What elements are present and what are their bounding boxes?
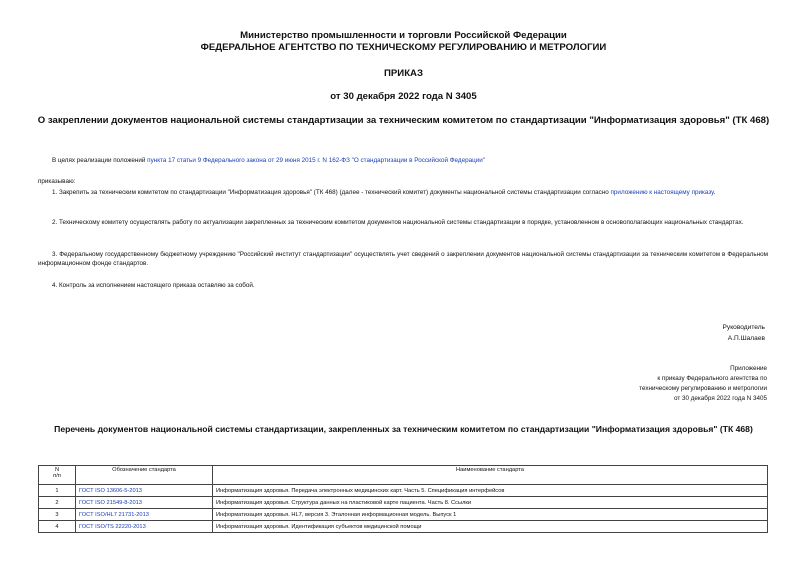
doc-date-number: от 30 декабря 2022 года N 3405	[330, 91, 477, 102]
signature-name: А.П.Шалаев	[727, 335, 765, 342]
table-row	[39, 521, 768, 533]
item1-tail: .	[713, 189, 716, 196]
appendix-line-2: техническому регулированию и метрологии	[639, 385, 767, 392]
table-row	[39, 509, 768, 521]
standard-code-link[interactable]: ГОСТ ISO/HL7 21731-2013	[79, 511, 149, 518]
doc-title: О закреплении документов национальной системы стандартизации за техническим комитетом по стандартизации "Информатизация здоровья" (ТК 468)	[37, 115, 770, 126]
order-word: приказываю:	[38, 178, 76, 185]
preamble-text: В целях реализации положений	[52, 157, 148, 164]
item1-text: 1. Закрепить за техническим комитетом по стандартизации "Информатизация здоровья" (ТК 468) (далее - технический комитет) документы национальной системы стандартизации согласно	[52, 189, 611, 196]
standard-name: Информатизация здоровья. Передача электронных медицинских карт. Часть 5. Спецификация интерфейсов	[213, 485, 768, 497]
doc-type: ПРИКАЗ	[384, 68, 423, 79]
signature-position: Руководитель	[722, 324, 765, 331]
standard-name: Информатизация здоровья. Идентификация субъектов медицинской помощи	[213, 521, 768, 533]
preamble	[52, 156, 768, 165]
order-item-1	[38, 188, 768, 197]
order-item-4: 4. Контроль за исполнением настоящего приказа оставляю за собой.	[52, 282, 255, 289]
row-num: 4	[39, 521, 76, 533]
standard-code-link[interactable]: ГОСТ ISO 13606-5-2013	[79, 487, 142, 494]
appendix-line-3: от 30 декабря 2022 года N 3405	[673, 395, 767, 402]
row-num: 3	[39, 509, 76, 521]
order-item-3: 3. Федеральному государственному бюджетному учреждению "Российский институт стандартизации" осуществлять учет сведений о закреплении документов национальной системы стандартизации за техническим комитетом в Федеральном информационном фонде стандартов.	[38, 251, 768, 267]
agency-name: ФЕДЕРАЛЬНОЕ АГЕНТСТВО ПО ТЕХНИЧЕСКОМУ РЕГУЛИРОВАНИЮ И МЕТРОЛОГИИ	[200, 42, 607, 53]
appendix-title: Перечень документов национальной системы стандартизации, закрепленных за техническим комитетом по стандартизации "Информатизация здоровья" (ТК 468)	[54, 424, 753, 434]
row-num: 2	[39, 497, 76, 509]
standard-code-link[interactable]: ГОСТ ISO 21549-8-2013	[79, 499, 142, 506]
standards-table	[38, 465, 768, 533]
col-header-num-bottom: п/п	[53, 473, 61, 479]
table-row	[39, 497, 768, 509]
order-item-2: 2. Техническому комитету осуществлять работу по актуализации закрепленных за техническим комитетом документов национальной системы стандартизации в порядке, установленном в основополагающих национальных стандартах.	[52, 219, 744, 226]
row-num: 1	[39, 485, 76, 497]
standard-name: Информатизация здоровья. Структура данных на пластиковой карте пациента. Часть 8. Ссылки	[213, 497, 768, 509]
federal-law-link[interactable]: пункта 17 статьи 9 Федерального закона от 29 июня 2015 г. N 162-ФЗ "О стандартизации в Российской Федерации"	[147, 157, 485, 164]
col-header-name: Наименование стандарта	[213, 466, 768, 485]
appendix-link[interactable]: приложению к настоящему приказу	[610, 189, 714, 196]
ministry-name: Министерство промышленности и торговли Российской Федерации	[240, 30, 567, 41]
standard-name: Информатизация здоровья. HL7, версия 3. Эталонная информационная модель. Выпуск 1	[213, 509, 768, 521]
col-header-code: Обозначение стандарта	[76, 466, 213, 485]
col-header-num-top: N	[54, 467, 60, 473]
col-header-num	[39, 466, 76, 485]
table-header-row	[39, 466, 768, 485]
appendix-label: Приложение	[730, 365, 767, 372]
appendix-line-1: к приказу Федерального агентства по	[657, 375, 767, 382]
table-row	[39, 485, 768, 497]
standard-code-link[interactable]: ГОСТ ISO/TS 22220-2013	[79, 523, 146, 530]
